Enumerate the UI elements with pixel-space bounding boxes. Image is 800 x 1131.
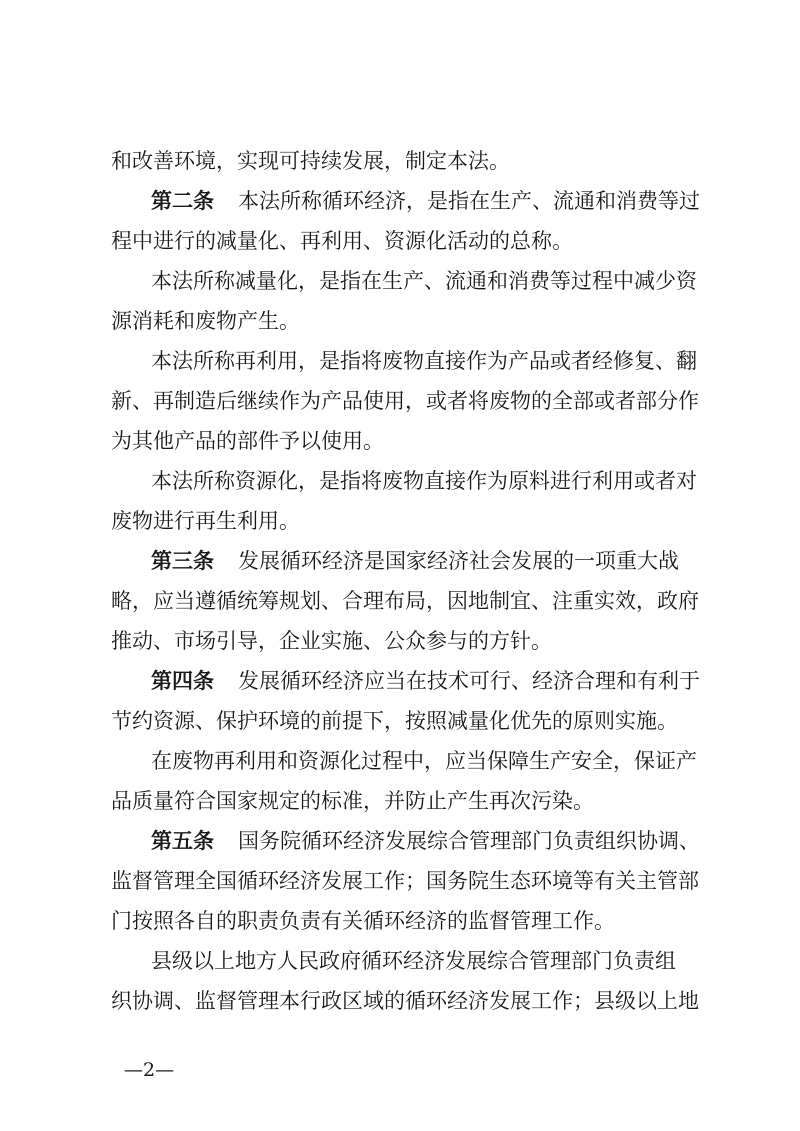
article-number: 第四条: [151, 669, 214, 693]
line-text: 和改善环境，实现可持续发展，制定本法。: [111, 149, 510, 173]
line-text: 程中进行的减量化、再利用、资源化活动的总称。: [111, 229, 573, 253]
body-line: [111, 906, 800, 936]
line-text: 发展循环经济应当在技术可行、经济合理和有利于: [238, 669, 700, 693]
article-heading-line: [151, 186, 800, 216]
body-line: [111, 146, 800, 176]
article-heading-line: [151, 666, 800, 696]
article-number: 第五条: [151, 829, 214, 853]
line-text: 略，应当遵循统筹规划、合理布局，因地制宜、注重实效，政府: [111, 589, 699, 613]
line-text: 废物进行再生利用。: [111, 509, 300, 533]
line-text: 品质量符合国家规定的标准，并防止产生再次污染。: [111, 789, 594, 813]
body-line: [111, 786, 800, 816]
body-line: [111, 986, 800, 1016]
body-line: [111, 706, 800, 736]
body-line: [151, 746, 800, 776]
line-text: 国务院循环经济发展综合管理部门负责组织协调、: [238, 829, 700, 853]
article-number: 第二条: [151, 189, 214, 213]
body-line: [151, 266, 800, 296]
body-line: [151, 346, 800, 376]
body-line: [111, 506, 800, 536]
body-line: [151, 946, 800, 976]
body-line: [111, 226, 800, 256]
body-line: [111, 626, 800, 656]
line-text: 为其他产品的部件予以使用。: [111, 429, 384, 453]
body-line: [111, 386, 800, 416]
line-text: 织协调、监督管理本行政区域的循环经济发展工作；县级以上地: [111, 989, 699, 1013]
line-text: 新、再制造后继续作为产品使用，或者将废物的全部或者部分作: [111, 389, 699, 413]
line-text: 节约资源、保护环境的前提下，按照减量化优先的原则实施。: [111, 709, 678, 733]
body-line: [111, 306, 800, 336]
line-text: 本法所称再利用，是指将废物直接作为产品或者经修复、翻: [151, 349, 697, 373]
body-line: [111, 586, 800, 616]
line-text: 监督管理全国循环经济发展工作；国务院生态环境等有关主管部: [111, 869, 699, 893]
line-text: 门按照各自的职责负责有关循环经济的监督管理工作。: [111, 909, 615, 933]
line-text: 在废物再利用和资源化过程中，应当保障生产安全，保证产: [151, 749, 697, 773]
line-text: 发展循环经济是国家经济社会发展的一项重大战: [238, 549, 679, 573]
article-number: 第三条: [151, 549, 214, 573]
line-text: 源消耗和废物产生。: [111, 309, 300, 333]
line-text: 县级以上地方人民政府循环经济发展综合管理部门负责组: [151, 949, 676, 973]
page-number: —2—: [124, 1059, 175, 1081]
line-text: 本法所称减量化，是指在生产、流通和消费等过程中减少资: [151, 269, 697, 293]
body-line: [111, 426, 800, 456]
body-line: [111, 866, 800, 896]
body-line: [151, 466, 800, 496]
article-heading-line: [151, 826, 800, 856]
article-heading-line: [151, 546, 800, 576]
line-text: 本法所称资源化，是指将废物直接作为原料进行利用或者对: [151, 469, 697, 493]
line-text: 本法所称循环经济，是指在生产、流通和消费等过: [238, 189, 700, 213]
line-text: 推动、市场引导，企业实施、公众参与的方针。: [111, 629, 552, 653]
